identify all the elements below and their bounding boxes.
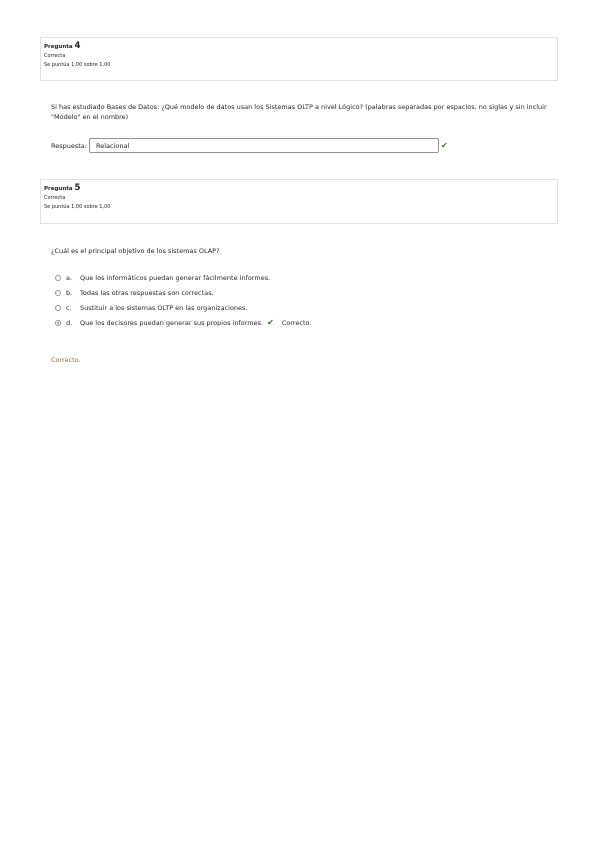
answer-value: Relacional [95, 141, 130, 150]
option-b[interactable] [55, 285, 311, 300]
option-c[interactable] [55, 300, 311, 315]
option-text: Que los decisores puedan generar sus propios informes. [80, 318, 264, 327]
answer-field[interactable] [89, 138, 439, 153]
radio-button-selected[interactable] [55, 320, 61, 326]
option-d[interactable] [55, 315, 311, 330]
check-icon: ✔ [267, 318, 274, 327]
radio-button[interactable] [55, 275, 61, 281]
question-label: Pregunta [44, 186, 73, 192]
question-state: Correcta [44, 53, 66, 59]
option-feedback: Correcto. [281, 318, 312, 327]
question-number: 4 [74, 41, 81, 51]
question-4-info [40, 37, 558, 81]
answer-label: Respuesta: [51, 141, 87, 150]
question-grade: Se puntúa 1,00 sobre 1,00 [44, 204, 111, 210]
answer-row [51, 138, 448, 153]
general-feedback: Correcto. [51, 356, 81, 364]
option-text: Sustituir a los sistemas OLTP en las organizaciones. [80, 303, 248, 312]
question-5-title [44, 184, 554, 194]
question-state: Correcta [44, 195, 66, 201]
question-label: Pregunta [44, 44, 73, 50]
radio-button[interactable] [55, 290, 61, 296]
option-text: Todas las otras respuestas son correctas. [80, 288, 214, 297]
option-a[interactable] [55, 270, 311, 285]
question-4-title [44, 42, 554, 52]
answer-options [55, 270, 311, 330]
radio-button[interactable] [55, 305, 61, 311]
question-number: 5 [74, 183, 81, 193]
option-letter: d. [66, 318, 73, 327]
question-4-text: Si has estudiado Bases de Datos: ¿Qué modelo de datos usan los Sistemas OLTP a nivel Lógico? (palabras separadas por espacios, no siglas y sin incluir "Modelo" en el nombre) [51, 103, 547, 121]
question-5-text: ¿Cuál es el principal objetivo de los sistemas OLAP? [51, 247, 220, 255]
option-text: Que los informáticos puedan generar fácilmente informes. [80, 273, 271, 282]
option-letter: b. [66, 288, 73, 297]
question-grade: Se puntúa 1,00 sobre 1,00 [44, 62, 111, 68]
option-letter: c. [66, 303, 72, 312]
question-5-info [40, 179, 558, 224]
check-icon: ✔ [440, 141, 448, 150]
option-letter: a. [66, 273, 73, 282]
